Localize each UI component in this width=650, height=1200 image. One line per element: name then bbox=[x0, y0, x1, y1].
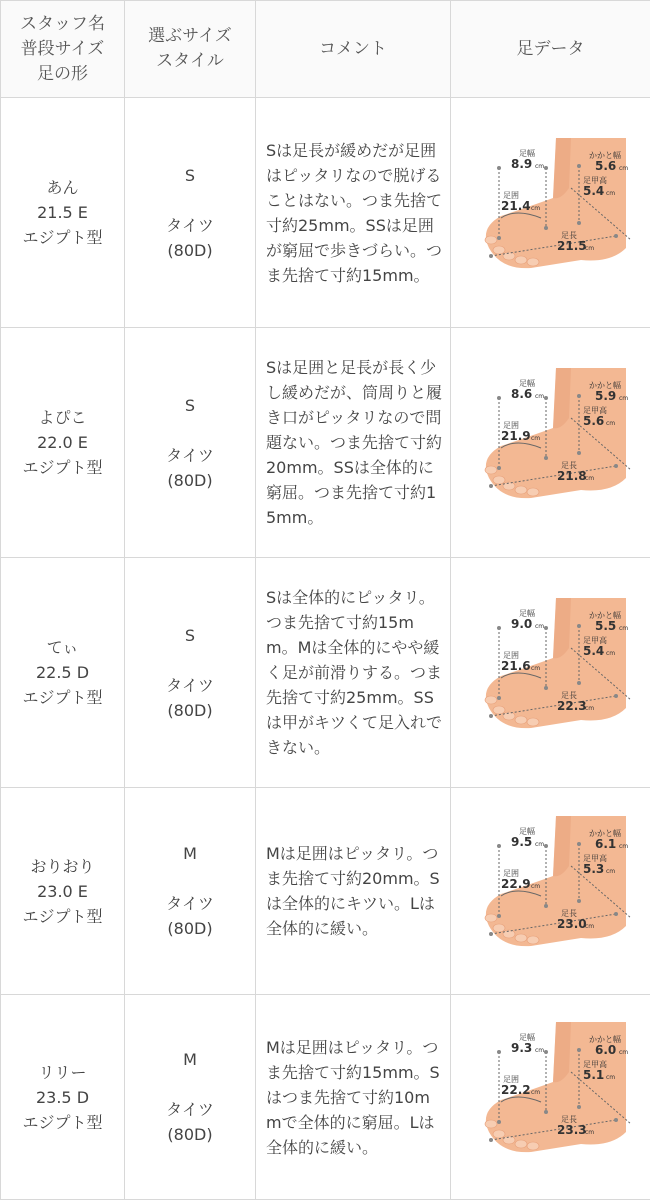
comment-cell bbox=[256, 98, 451, 328]
measure-point bbox=[544, 626, 548, 630]
measure-point bbox=[489, 254, 493, 258]
staff-cell bbox=[1, 788, 125, 995]
unit-label: cm bbox=[606, 1074, 615, 1081]
comment-text: Sは全体的にピッタリ。つま先捨て寸約15mm。Mは全体的にやや緩く足が前滑りする。つま先捨て寸約25mm。SSは甲がキツくて足入れできない。 bbox=[266, 585, 444, 760]
foot-diagram bbox=[461, 588, 641, 758]
measure-point bbox=[544, 1050, 548, 1054]
table-row bbox=[1, 98, 650, 328]
toe-shape bbox=[503, 482, 515, 490]
unit-label: cm bbox=[619, 843, 628, 850]
denier: (80D) bbox=[125, 1122, 255, 1147]
instep-value: 5.1 bbox=[583, 1068, 604, 1082]
measure-point bbox=[614, 464, 618, 468]
chosen-size: S bbox=[125, 393, 255, 418]
chosen-size: S bbox=[125, 623, 255, 648]
toe-shape bbox=[485, 1120, 497, 1128]
foot-diagram bbox=[461, 128, 641, 298]
length-value: 23.3 bbox=[557, 1123, 587, 1137]
toe-shape bbox=[515, 1140, 527, 1148]
unit-label: cm bbox=[531, 1089, 540, 1096]
girth-label: 足囲 bbox=[503, 869, 519, 878]
unit-label: cm bbox=[619, 395, 628, 402]
measure-point bbox=[577, 842, 581, 846]
width-value: 8.9 bbox=[511, 157, 532, 171]
staff-name: よぴこ bbox=[1, 405, 124, 430]
table-row bbox=[1, 558, 650, 788]
usual-size: 23.0 E bbox=[1, 879, 124, 904]
measure-point bbox=[614, 912, 618, 916]
toe-shape bbox=[493, 1130, 505, 1138]
comment-text: Sは足長が緩めだが足囲はピッタリなので脱げることはない。つま先捨て寸約25mm。SSは足囲が窮屈で歩きづらい。つま先捨て寸約15mm。 bbox=[266, 138, 444, 288]
chosen-size: S bbox=[125, 163, 255, 188]
width-label: 足幅 bbox=[519, 148, 535, 158]
instep-label: 足甲高 bbox=[583, 175, 607, 185]
toe-shape bbox=[515, 486, 527, 494]
measure-point bbox=[577, 1105, 581, 1109]
girth-value: 22.9 bbox=[501, 877, 531, 891]
header-foot-shape: 足の形 bbox=[1, 62, 124, 87]
measure-point bbox=[497, 844, 501, 848]
header-usual-size: 普段サイズ bbox=[1, 37, 124, 62]
header-row bbox=[1, 1, 650, 98]
size-style-cell bbox=[125, 995, 256, 1200]
foot-diagram bbox=[461, 358, 641, 528]
toe-shape bbox=[527, 258, 539, 266]
foot-shape: エジプト型 bbox=[1, 455, 124, 480]
instep-value: 5.4 bbox=[583, 184, 604, 198]
measure-point bbox=[577, 899, 581, 903]
heel-value: 5.9 bbox=[595, 389, 616, 403]
unit-label: cm bbox=[619, 625, 628, 632]
unit-label: cm bbox=[535, 163, 544, 170]
unit-label: cm bbox=[531, 435, 540, 442]
instep-value: 5.6 bbox=[583, 414, 604, 428]
width-label: 足幅 bbox=[519, 608, 535, 618]
unit-label: cm bbox=[606, 650, 615, 657]
girth-label: 足囲 bbox=[503, 651, 519, 660]
header-staff bbox=[1, 1, 125, 98]
unit-label: cm bbox=[531, 665, 540, 672]
measure-point bbox=[544, 686, 548, 690]
toe-shape bbox=[515, 934, 527, 942]
foot-data-cell bbox=[451, 98, 650, 328]
unit-label: cm bbox=[585, 923, 594, 930]
length-value: 22.3 bbox=[557, 699, 587, 713]
style-type: タイツ bbox=[125, 673, 255, 698]
heel-label: かかと幅 bbox=[589, 1034, 621, 1044]
toe-shape bbox=[503, 930, 515, 938]
foot-shape: エジプト型 bbox=[1, 685, 124, 710]
unit-label: cm bbox=[535, 623, 544, 630]
girth-value: 21.9 bbox=[501, 429, 531, 443]
staff-cell bbox=[1, 995, 125, 1200]
measure-point bbox=[489, 1138, 493, 1142]
header-chosen-size: 選ぶサイズ bbox=[125, 24, 255, 49]
denier: (80D) bbox=[125, 916, 255, 941]
heel-label: かかと幅 bbox=[589, 380, 621, 390]
comment-cell bbox=[256, 995, 451, 1200]
measure-point bbox=[577, 681, 581, 685]
toe-shape bbox=[485, 696, 497, 704]
length-label: 足長 bbox=[561, 1115, 577, 1124]
style-type: タイツ bbox=[125, 891, 255, 916]
girth-value: 21.4 bbox=[501, 199, 531, 213]
measure-point bbox=[497, 696, 501, 700]
instep-label: 足甲高 bbox=[583, 405, 607, 415]
measure-point bbox=[577, 164, 581, 168]
measure-point bbox=[497, 236, 501, 240]
instep-label: 足甲高 bbox=[583, 635, 607, 645]
length-label: 足長 bbox=[561, 231, 577, 240]
unit-label: cm bbox=[585, 475, 594, 482]
unit-label: cm bbox=[606, 868, 615, 875]
usual-size: 23.5 D bbox=[1, 1085, 124, 1110]
toe-shape bbox=[527, 488, 539, 496]
measure-point bbox=[497, 626, 501, 630]
unit-label: cm bbox=[619, 165, 628, 172]
girth-label: 足囲 bbox=[503, 421, 519, 430]
toe-shape bbox=[527, 936, 539, 944]
measure-point bbox=[577, 394, 581, 398]
measure-point bbox=[577, 624, 581, 628]
unit-label: cm bbox=[619, 1049, 628, 1056]
instep-label: 足甲高 bbox=[583, 1059, 607, 1069]
measure-point bbox=[544, 456, 548, 460]
measure-point bbox=[489, 714, 493, 718]
unit-label: cm bbox=[531, 883, 540, 890]
toe-shape bbox=[493, 706, 505, 714]
foot-shape: エジプト型 bbox=[1, 1110, 124, 1135]
foot-diagram bbox=[461, 1012, 641, 1182]
table-row bbox=[1, 328, 650, 558]
instep-value: 5.4 bbox=[583, 644, 604, 658]
heel-value: 6.0 bbox=[595, 1043, 616, 1057]
foot-data-cell bbox=[451, 558, 650, 788]
width-label: 足幅 bbox=[519, 826, 535, 836]
staff-cell bbox=[1, 558, 125, 788]
measure-point bbox=[577, 221, 581, 225]
table-row bbox=[1, 788, 650, 995]
measure-point bbox=[497, 914, 501, 918]
measure-point bbox=[544, 166, 548, 170]
heel-value: 6.1 bbox=[595, 837, 616, 851]
header-size-style bbox=[125, 1, 256, 98]
foot-data-cell bbox=[451, 995, 650, 1200]
length-value: 23.0 bbox=[557, 917, 587, 931]
header-style: スタイル bbox=[125, 49, 255, 74]
comment-cell bbox=[256, 788, 451, 995]
denier: (80D) bbox=[125, 468, 255, 493]
usual-size: 22.5 D bbox=[1, 660, 124, 685]
toe-shape bbox=[527, 1142, 539, 1150]
staff-cell bbox=[1, 98, 125, 328]
measure-point bbox=[497, 166, 501, 170]
toe-shape bbox=[493, 246, 505, 254]
measure-point bbox=[614, 1118, 618, 1122]
usual-size: 22.0 E bbox=[1, 430, 124, 455]
measure-point bbox=[544, 844, 548, 848]
unit-label: cm bbox=[531, 205, 540, 212]
toe-shape bbox=[485, 236, 497, 244]
measure-point bbox=[544, 226, 548, 230]
denier: (80D) bbox=[125, 698, 255, 723]
foot-data-cell bbox=[451, 788, 650, 995]
width-value: 8.6 bbox=[511, 387, 532, 401]
foot-shape: エジプト型 bbox=[1, 225, 124, 250]
unit-label: cm bbox=[606, 190, 615, 197]
header-comment: コメント bbox=[256, 1, 451, 98]
header-foot-data: 足データ bbox=[451, 1, 650, 98]
comment-text: Mは足囲はピッタリ。つま先捨て寸約20mm。Sは全体的にキツい。Lは全体的に緩い。 bbox=[266, 841, 444, 941]
size-style-cell bbox=[125, 788, 256, 995]
heel-label: かかと幅 bbox=[589, 828, 621, 838]
length-value: 21.8 bbox=[557, 469, 587, 483]
size-style-cell bbox=[125, 558, 256, 788]
toe-shape bbox=[515, 716, 527, 724]
measure-point bbox=[497, 1120, 501, 1124]
length-label: 足長 bbox=[561, 461, 577, 470]
comment-text: Mは足囲はピッタリ。つま先捨て寸約15mm。Sはつま先捨て寸約10mmで全体的に窮屈。Lは全体的に緩い。 bbox=[266, 1035, 444, 1160]
staff-name: おりおり bbox=[1, 854, 124, 879]
comment-cell bbox=[256, 558, 451, 788]
width-label: 足幅 bbox=[519, 378, 535, 388]
chosen-size: M bbox=[125, 841, 255, 866]
toe-shape bbox=[527, 718, 539, 726]
foot-data-cell bbox=[451, 328, 650, 558]
length-label: 足長 bbox=[561, 691, 577, 700]
measure-point bbox=[497, 466, 501, 470]
staff-name: リリー bbox=[1, 1060, 124, 1085]
style-type: タイツ bbox=[125, 213, 255, 238]
toe-shape bbox=[493, 476, 505, 484]
unit-label: cm bbox=[535, 393, 544, 400]
girth-label: 足囲 bbox=[503, 1075, 519, 1084]
table-row bbox=[1, 995, 650, 1200]
heel-label: かかと幅 bbox=[589, 610, 621, 620]
toe-shape bbox=[485, 466, 497, 474]
toe-shape bbox=[503, 1136, 515, 1144]
size-style-cell bbox=[125, 328, 256, 558]
length-value: 21.5 bbox=[557, 239, 587, 253]
instep-value: 5.3 bbox=[583, 862, 604, 876]
measure-point bbox=[544, 904, 548, 908]
width-value: 9.3 bbox=[511, 1041, 532, 1055]
staff-cell bbox=[1, 328, 125, 558]
girth-label: 足囲 bbox=[503, 191, 519, 200]
toe-shape bbox=[515, 256, 527, 264]
staff-name: てぃ bbox=[1, 635, 124, 660]
measure-point bbox=[544, 1110, 548, 1114]
measure-point bbox=[497, 396, 501, 400]
unit-label: cm bbox=[535, 1047, 544, 1054]
instep-label: 足甲高 bbox=[583, 853, 607, 863]
measure-point bbox=[497, 1050, 501, 1054]
unit-label: cm bbox=[535, 841, 544, 848]
size-style-cell bbox=[125, 98, 256, 328]
staff-name: あん bbox=[1, 175, 124, 200]
width-value: 9.5 bbox=[511, 835, 532, 849]
foot-shape: エジプト型 bbox=[1, 904, 124, 929]
measure-point bbox=[614, 234, 618, 238]
comment-text: Sは足囲と足長が長く少し緩めだが、筒周りと履き口がピッタリなので問題ない。つま先捨て寸約20mm。SSは全体的に窮屈。つま先捨て寸約15mm。 bbox=[266, 355, 444, 530]
unit-label: cm bbox=[585, 245, 594, 252]
measure-point bbox=[577, 1048, 581, 1052]
foot-diagram bbox=[461, 806, 641, 976]
width-value: 9.0 bbox=[511, 617, 532, 631]
measure-point bbox=[489, 484, 493, 488]
chosen-size: M bbox=[125, 1047, 255, 1072]
heel-value: 5.6 bbox=[595, 159, 616, 173]
style-type: タイツ bbox=[125, 443, 255, 468]
unit-label: cm bbox=[585, 705, 594, 712]
heel-value: 5.5 bbox=[595, 619, 616, 633]
measure-point bbox=[614, 694, 618, 698]
comment-cell bbox=[256, 328, 451, 558]
length-label: 足長 bbox=[561, 909, 577, 918]
heel-label: かかと幅 bbox=[589, 150, 621, 160]
girth-value: 21.6 bbox=[501, 659, 531, 673]
unit-label: cm bbox=[606, 420, 615, 427]
toe-shape bbox=[493, 924, 505, 932]
unit-label: cm bbox=[585, 1129, 594, 1136]
style-type: タイツ bbox=[125, 1097, 255, 1122]
measure-point bbox=[544, 396, 548, 400]
header-staff-name: スタッフ名 bbox=[1, 12, 124, 37]
toe-shape bbox=[485, 914, 497, 922]
toe-shape bbox=[503, 712, 515, 720]
measure-point bbox=[489, 932, 493, 936]
usual-size: 21.5 E bbox=[1, 200, 124, 225]
width-label: 足幅 bbox=[519, 1032, 535, 1042]
toe-shape bbox=[503, 252, 515, 260]
denier: (80D) bbox=[125, 238, 255, 263]
measure-point bbox=[577, 451, 581, 455]
girth-value: 22.2 bbox=[501, 1083, 531, 1097]
